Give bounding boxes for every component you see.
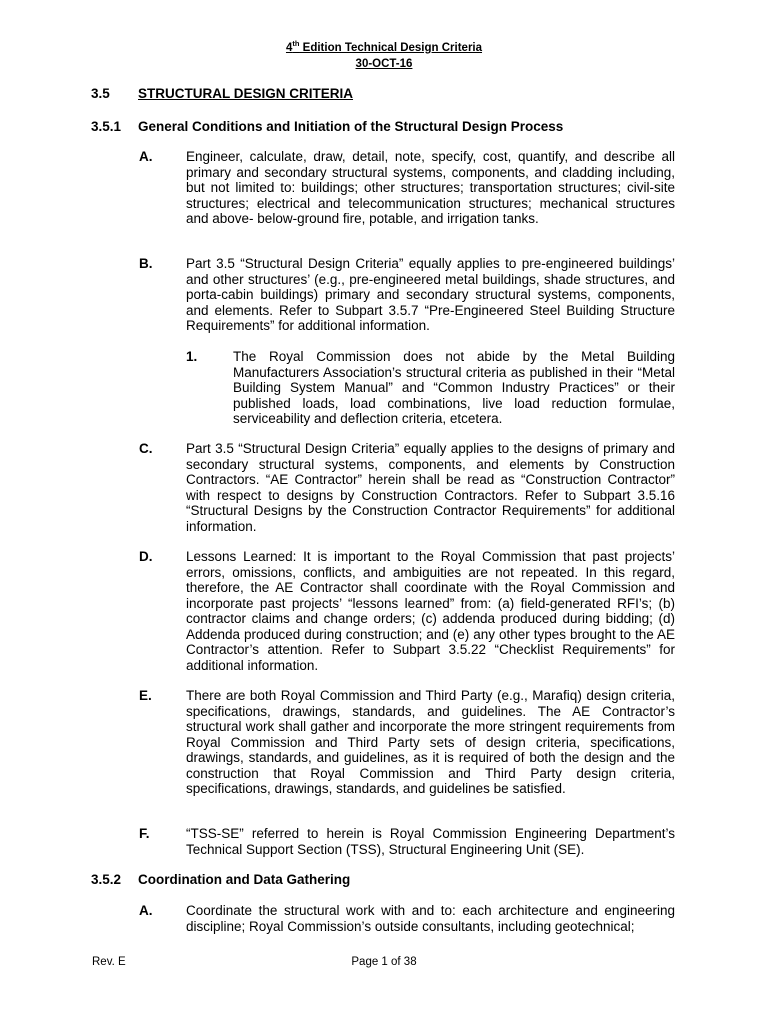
paragraph-text: “TSS-SE” referred to herein is Royal Commission Engineering Department’s Technical Support Section (TSS), Structural Engineering Unit (SE). xyxy=(186,826,675,857)
paragraph-text: The Royal Commission does not abide by the Metal Building Manufacturers Association’s structural criteria as published in their “Metal Building System Manual” and “Common Industry Practices” or their published loads, load combinations, live load reduction formulae, serviceability and deflection criteria, etcetera. xyxy=(233,349,675,426)
paragraph-label: D. xyxy=(139,549,153,564)
footer-page-number: Page 1 of 38 xyxy=(351,956,417,968)
paragraph-label: 1. xyxy=(186,349,198,364)
subsection-number: 3.5.1 xyxy=(91,119,122,134)
document-header-title xyxy=(0,39,768,54)
paragraph-text: Part 3.5 “Structural Design Criteria” equally applies to pre-engineered buildings’ and other structures’ (e.g., pre-engineered metal buildings, shade structures, and porta-cabin buildings) primary and secondary structural systems, components, and elements. Refer to Subpart 3.5.7 “Pre-Engineered Steel Building Structure Requirements” for additional information. xyxy=(186,256,675,333)
section-title: STRUCTURAL DESIGN CRITERIA xyxy=(138,86,354,101)
paragraph-label: E. xyxy=(139,688,152,703)
paragraph-label: A. xyxy=(139,149,153,164)
paragraph-text: There are both Royal Commission and Third Party (e.g., Marafiq) design criteria, specifications, drawings, standards, and guidelines. The AE Contractor’s structural work shall gather and incorporate the more stringent requirements from Royal Commission and Third Party sets of design criteria, specifications, drawings, standards, and guidelines, as it is required of both the design and the construction that Royal Commission and Third Party design criteria, specifications, drawings, standards, and guidelines be satisfied. xyxy=(186,688,675,796)
section-number: 3.5 xyxy=(91,86,110,101)
paragraph-label: B. xyxy=(139,256,153,271)
paragraph-label: C. xyxy=(139,441,153,456)
edition-superscript: th xyxy=(292,39,300,49)
paragraph-text: Part 3.5 “Structural Design Criteria” equally applies to the designs of primary and secondary structural systems, components, and elements by Construction Contractors. “AE Contractor” herein shall be read as “Construction Contractor” with respect to designs by Construction Contractors. Refer to Subpart 3.5.16 “Structural Designs by the Construction Contractor Requirements” for additional information. xyxy=(186,441,675,534)
document-header-date: 30-OCT-16 xyxy=(355,58,413,70)
paragraph-label: A. xyxy=(139,903,153,918)
header-title-text: Edition Technical Design Criteria xyxy=(299,42,483,54)
paragraph-text: Coordinate the structural work with and to: each architecture and engineering discipline; Royal Commission’s outside consultants, including geotechnical; xyxy=(186,903,675,934)
paragraph-label: F. xyxy=(139,826,150,841)
footer-revision: Rev. E xyxy=(92,956,126,968)
paragraph-text: Lessons Learned: It is important to the Royal Commission that past projects’ errors, omissions, conflicts, and ambiguities are not repeated. In this regard, therefore, the AE Contractor shall coordinate with the Royal Commission and incorporate past projects’ “lessons learned” from: (a) field-generated RFI’s; (b) contractor claims and change orders; (c) addenda produced during bidding; (d) Addenda produced during construction; and (e) any other types brought to the AE Contractor’s attention. Refer to Subpart 3.5.22 “Checklist Requirements” for additional information. xyxy=(186,549,675,673)
edition-number: 4 xyxy=(285,42,293,54)
subsection-title: Coordination and Data Gathering xyxy=(138,872,351,887)
subsection-number: 3.5.2 xyxy=(91,872,122,887)
subsection-title: General Conditions and Initiation of the Structural Design Process xyxy=(138,119,564,134)
paragraph-text: Engineer, calculate, draw, detail, note, specify, cost, quantify, and describe all primary and secondary structural systems, components, and cladding including, but not limited to: buildings; other structures; transportation structures; civil-site structures; electrical and telecommunication structures; mechanical structures and above- below-ground fire, potable, and irrigation tanks. xyxy=(186,149,675,226)
